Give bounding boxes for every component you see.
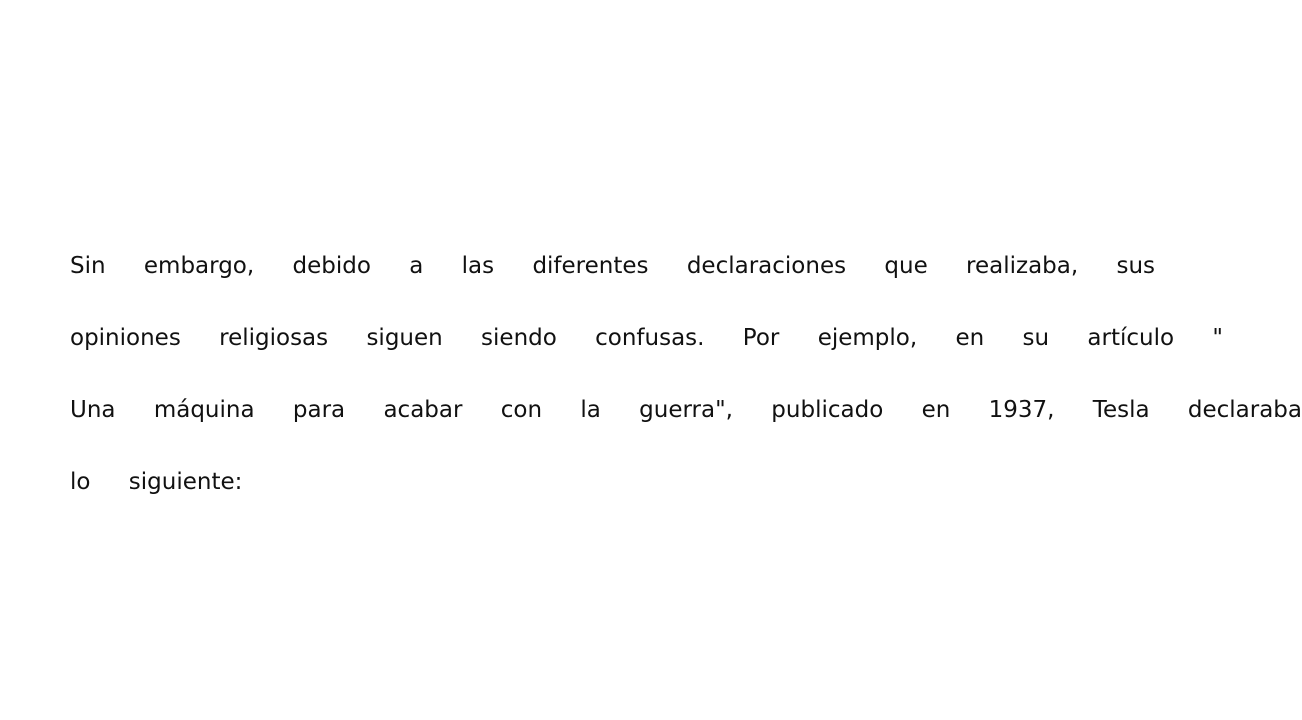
word: acabar [383, 397, 463, 423]
text-line-3 [70, 392, 1302, 464]
word: debido [292, 253, 371, 279]
word: siendo [481, 325, 557, 351]
word: que [884, 253, 928, 279]
word: su [1022, 325, 1050, 351]
word: con [500, 397, 543, 423]
word: Tesla [1092, 397, 1150, 423]
word: sus [1116, 253, 1156, 279]
word: siguen [366, 325, 443, 351]
word: a [409, 253, 424, 279]
word: artículo [1087, 325, 1175, 351]
word: guerra", [639, 397, 733, 423]
word: diferentes [532, 253, 649, 279]
text-line-2 [70, 320, 1230, 392]
text-line-1 [70, 248, 1230, 320]
text-line-4 [70, 464, 1230, 536]
word: en [955, 325, 985, 351]
paragraph [70, 248, 1302, 536]
word: la [580, 397, 601, 423]
word: " [1212, 325, 1223, 351]
word: lo [70, 469, 91, 495]
word: declaraciones [686, 253, 847, 279]
word: realizaba, [966, 253, 1079, 279]
word: siguiente: [128, 469, 243, 495]
word: declaraba [1187, 397, 1302, 423]
word: 1937, [988, 397, 1055, 423]
word: publicado [771, 397, 884, 423]
word: Por [742, 325, 780, 351]
word: Sin [70, 253, 106, 279]
word: confusas. [595, 325, 705, 351]
word: opiniones [70, 325, 181, 351]
word: embargo, [143, 253, 255, 279]
word: las [461, 253, 495, 279]
word: para [292, 397, 346, 423]
word: religiosas [219, 325, 329, 351]
word: Una [70, 397, 116, 423]
word: ejemplo, [817, 325, 918, 351]
word: máquina [153, 397, 255, 423]
word: en [921, 397, 951, 423]
